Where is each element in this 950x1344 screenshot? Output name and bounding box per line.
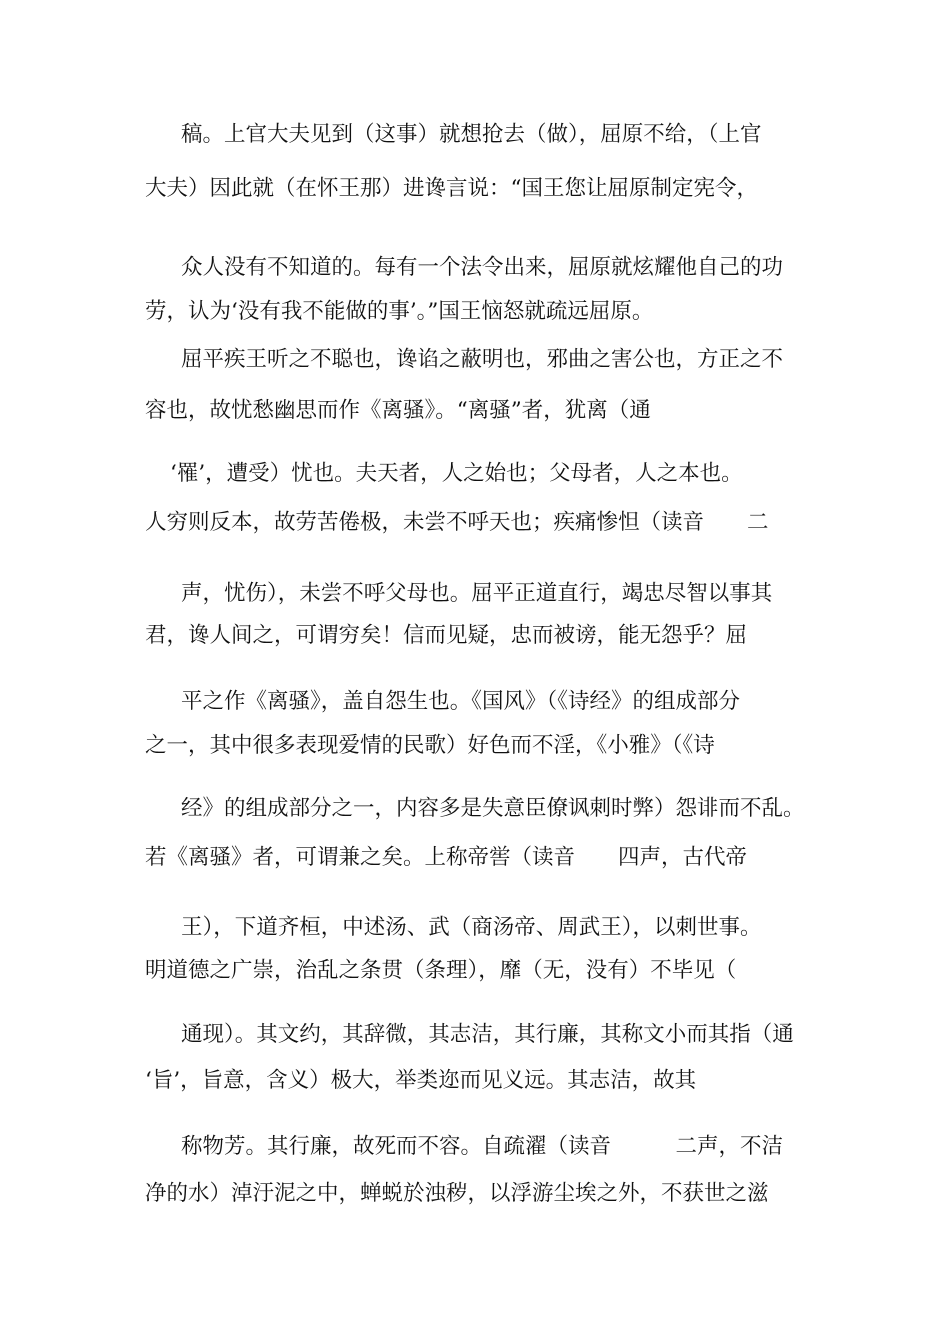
- text-line: 容也，故忧愁幽思而作《离骚》。“离骚”者，犹离（通: [145, 398, 651, 423]
- text-line: 大夫）因此就（在怀王那）进谗言说：“国王您让屈原制定宪令，: [145, 176, 758, 201]
- text-line: 劳，认为‘没有我不能做的事’。”国王恼怒就疏远屈原。: [145, 299, 654, 324]
- text-line: 稿。上官大夫见到（这事）就想抢去（做），屈原不给，（上官: [181, 122, 762, 147]
- text-line: ‘旨’，旨意，含义）极大，举类迩而见义远。其志洁，故其: [145, 1068, 697, 1093]
- text-line: 人穷则反本，故劳苦倦极，未尝不呼天也；疾痛惨怛（读音 二: [145, 510, 769, 535]
- text-line: 声，忧伤），未尝不呼父母也。屈平正道直行，竭忠尽智以事其: [181, 581, 773, 606]
- text-line: ‘罹’，遭受）忧也。夫天者，人之始也；父母者，人之本也。: [170, 461, 743, 486]
- text-line: 若《离骚》者，可谓兼之矣。上称帝喾（读音 四声，古代帝: [145, 845, 748, 870]
- text-line: 君，谗人间之，可谓穷矣！信而见疑，忠而被谤，能无怨乎？屈: [145, 623, 748, 648]
- text-line: 屈平疾王听之不聪也，谗谄之蔽明也，邪曲之害公也，方正之不: [181, 347, 784, 372]
- text-line: 称物芳。其行廉，故死而不容。自疏濯（读音 二声，不洁: [181, 1134, 784, 1159]
- text-line: 王），下道齐桓，中述汤、武（商汤帝、周武王），以刺世事。: [181, 915, 762, 940]
- text-line: 平之作《离骚》，盖自怨生也。《国风》（《诗经》的组成部分: [181, 689, 741, 714]
- text-line: 净的水）淖汙泥之中，蝉蜕於浊秽，以浮游尘埃之外，不获世之滋: [145, 1181, 769, 1206]
- text-line: 众人没有不知道的。每有一个法令出来，屈原就炫耀他自己的功: [181, 255, 784, 280]
- text-line: 经》的组成部分之一，内容多是失意臣僚讽刺时弊）怨诽而不乱。: [181, 796, 805, 821]
- text-line: 明道德之广崇，治乱之条贯（条理），靡（无，没有）不毕见（: [145, 958, 737, 983]
- text-line: 通现）。其文约，其辞微，其志洁，其行廉，其称文小而其指（通: [181, 1022, 794, 1047]
- text-line: 之一，其中很多表现爱情的民歌）好色而不淫，《小雅》（《诗: [145, 733, 715, 758]
